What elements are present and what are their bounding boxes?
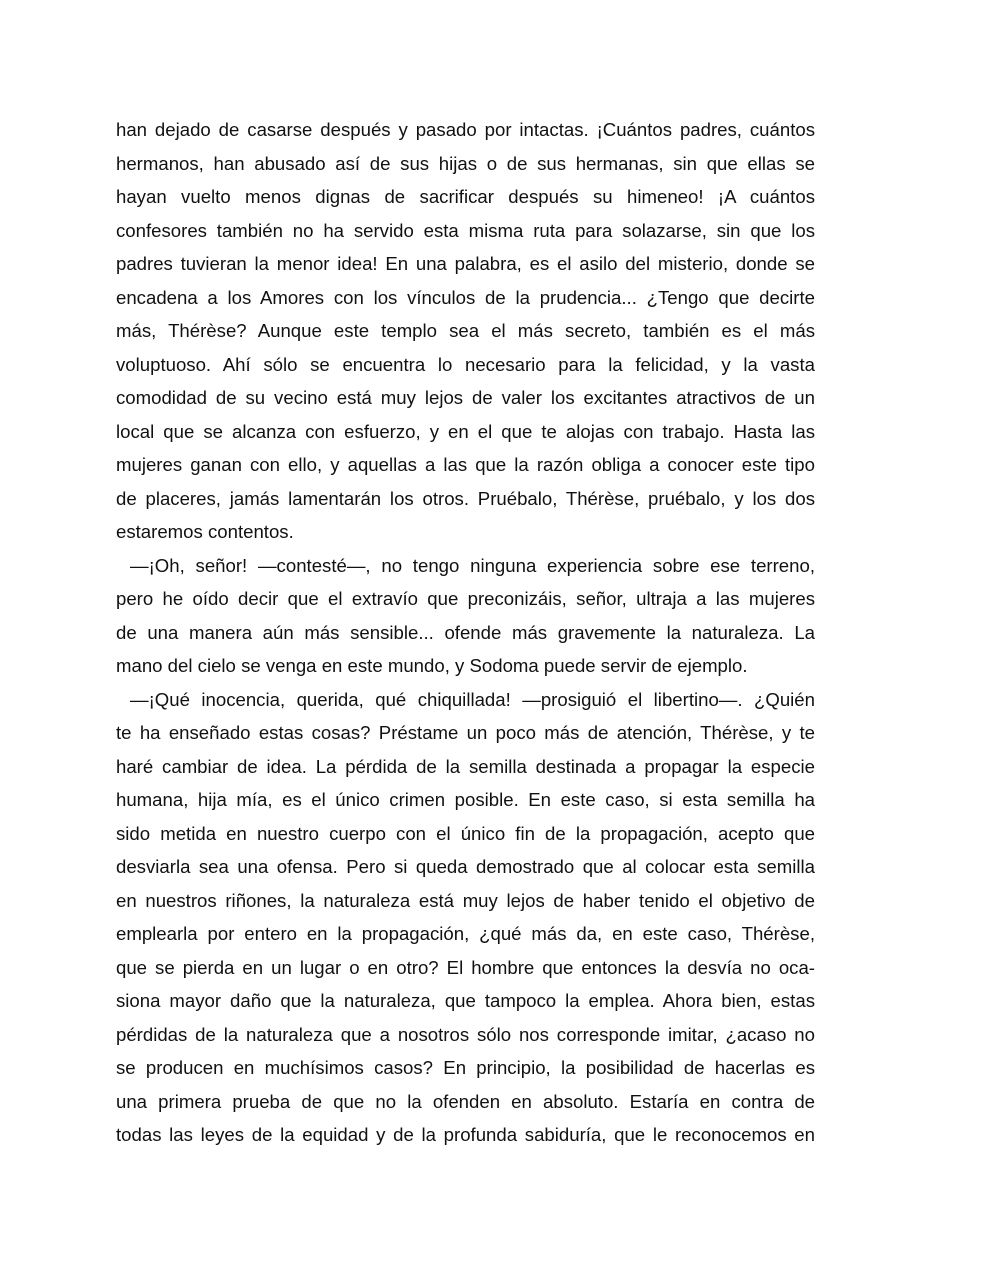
dialogue-line: —¡Oh, señor! —contesté—, no tengo ninguna experiencia sobre ese terreno, bbox=[130, 554, 815, 576]
text-line: más, Thérèse? Aunque este templo sea el más secreto, también es el más bbox=[116, 320, 815, 341]
text-line: hermanos, han abusado así de sus hijas o de sus hermanas, sin que ellas se bbox=[116, 152, 815, 174]
text-line: comodidad de su vecino está muy lejos de valer los excitantes atractivos de un bbox=[116, 387, 815, 408]
paragraph-end-line: estaremos contentos. bbox=[116, 521, 294, 542]
text-line: de una manera aún más sensible... ofende más gravemente la naturaleza. La bbox=[116, 621, 815, 643]
text-line: de placeres, jamás lamentarán los otros. Pruébalo, Thérèse, pruébalo, y los dos bbox=[116, 487, 815, 509]
body-text bbox=[116, 113, 815, 1152]
text-line: han dejado de casarse después y pasado por intactas. ¡Cuántos padres, cuántos bbox=[116, 119, 815, 140]
text-line: haré cambiar de idea. La pérdida de la semilla destinada a propagar la especie bbox=[116, 755, 815, 777]
text-line: encadena a los Amores con los vínculos de la prudencia... ¿Tengo que decirte bbox=[116, 286, 815, 308]
text-line: que se pierda en un lugar o en otro? El hombre que entonces la desvía no oca- bbox=[116, 956, 815, 978]
text-line: te ha enseñado estas cosas? Préstame un poco más de atención, Thérèse, y te bbox=[116, 722, 815, 743]
text-line: siona mayor daño que la naturaleza, que tampoco la emplea. Ahora bien, estas bbox=[116, 990, 815, 1011]
text-line: hayan vuelto menos dignas de sacrificar después su himeneo! ¡A cuántos bbox=[116, 186, 815, 207]
text-line: en nuestros riñones, la naturaleza está muy lejos de haber tenido el objetivo de bbox=[116, 889, 815, 911]
paragraph-end-line: mano del cielo se venga en este mundo, y Sodoma puede servir de ejemplo. bbox=[116, 655, 748, 676]
text-line: padres tuvieran la menor idea! En una palabra, es el asilo del misterio, donde se bbox=[116, 253, 815, 274]
text-line: desviarla sea una ofensa. Pero si queda demostrado que al colocar esta semilla bbox=[116, 856, 815, 877]
text-line: humana, hija mía, es el único crimen posible. En este caso, si esta semilla ha bbox=[116, 789, 815, 810]
text-line: se producen en muchísimos casos? En principio, la posibilidad de hacerlas es bbox=[116, 1057, 815, 1078]
text-line: local que se alcanza con esfuerzo, y en el que te alojas con trabajo. Hasta las bbox=[116, 420, 815, 442]
text-line: pero he oído decir que el extravío que preconizáis, señor, ultraja a las mujeres bbox=[116, 588, 815, 609]
text-line: sido metida en nuestro cuerpo con el único fin de la propagación, acepto que bbox=[116, 822, 815, 844]
text-line: voluptuoso. Ahí sólo se encuentra lo necesario para la felicidad, y la vasta bbox=[116, 353, 815, 375]
text-line: emplearla por entero en la propagación, ¿qué más da, en este caso, Thérèse, bbox=[116, 923, 815, 944]
dialogue-line: —¡Qué inocencia, querida, qué chiquillada! —prosiguió el libertino—. ¿Quién bbox=[130, 688, 815, 710]
text-line: mujeres ganan con ello, y aquellas a las que la razón obliga a conocer este tipo bbox=[116, 454, 815, 475]
text-line: todas las leyes de la equidad y de la profunda sabiduría, que le reconocemos en bbox=[116, 1124, 815, 1145]
text-line: pérdidas de la naturaleza que a nosotros sólo nos corresponde imitar, ¿acaso no bbox=[116, 1023, 815, 1045]
text-line: una primera prueba de que no la ofenden en absoluto. Estaría en contra de bbox=[116, 1090, 815, 1112]
text-line: confesores también no ha servido esta misma ruta para solazarse, sin que los bbox=[116, 219, 815, 241]
